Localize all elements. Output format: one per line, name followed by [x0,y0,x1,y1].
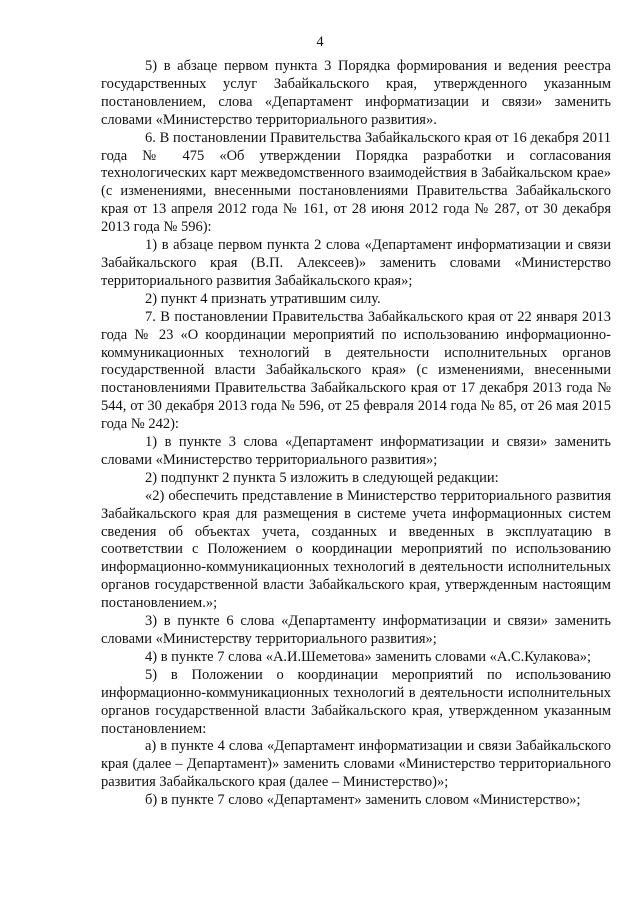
paragraph-item-7-2: 2) подпункт 2 пункта 5 изложить в следующей редакции: [145,469,499,486]
paragraph-section-7: 7. В постановлении Правительства Забайкальского края от 22 января 2013 года № 23 «О координации мероприятий по использованию информационно-коммуникационных технологий в деятельности исполнительных органов государственной власти Забайкальского края» (с изменениями, внесенными постановлениями Правительства Забайкальского края от 17 декабря 2013 года № 544, от 30 декабря 2013 года № 596, от 25 февраля 2014 года № 85, от 26 мая 2015 года № 242): [101,308,611,433]
paragraph-item-7-4: 4) в пункте 7 слова «А.И.Шеметова» заменить словами «А.С.Кулакова»; [145,648,592,665]
paragraph-subitem-a: а) в пункте 4 слова «Департамент информатизации и связи Забайкальского края (далее – Департамент)» заменить словами «Министерство территориального развития Забайкальского края (далее – Министерство)»; [101,738,611,791]
document-body [101,58,611,810]
paragraph-item-6-2: 2) пункт 4 признать утратившим силу. [145,290,381,307]
paragraph-item-5-registry: 5) в абзаце первом пункта 3 Порядка формирования и ведения реестра государственных услуг Забайкальского края, утвержденного указанным постановлением, слова «Департамент информатизации и связи» заменить словами «Министерство территориального развития». [101,58,611,128]
paragraph-item-7-1: 1) в пункте 3 слова «Департамент информатизации и связи» заменить словами «Министерство территориального развития»; [101,434,611,468]
paragraph-subitem-b: б) в пункте 7 слово «Департамент» заменить словом «Министерство»; [145,792,581,809]
paragraph-quoted-subitem-2: «2) обеспечить представление в Министерство территориального развития Забайкальского края для размещения в системе учета информационных систем сведения об объектах учета, созданных и введенных в эксплуатацию в соответствии с Положением о координации мероприятий по использованию информационно-коммуникационных технологий в деятельности исполнительных органов государственной власти Забайкальского края, утвержденным настоящим постановлением.»; [101,487,611,612]
paragraph-item-7-3: 3) в пункте 6 слова «Департаменту информатизации и связи» заменить словами «Министерству территориального развития»; [101,613,611,647]
paragraph-item-6-1: 1) в абзаце первом пункта 2 слова «Департамент информатизации и связи Забайкальского края (В.П. Алексеев)» заменить словами «Министерство территориального развития Забайкальского края»; [101,237,611,289]
paragraph-item-7-5: 5) в Положении о координации мероприятий по использованию информационно-коммуникационных технологий в деятельности исполнительных органов государственной власти Забайкальского края, утвержденном указанным постановлением: [101,666,611,737]
paragraph-section-6: 6. В постановлении Правительства Забайкальского края от 16 декабря 2011 года № 475 «Об утверждении Порядка разработки и согласования технологических карт межведомственного взаимодействия в Забайкальском крае» (с изменениями, внесенными постановлениями Правительства Забайкальского края от 13 апреля 2012 года № 161, от 28 июня 2012 года № 287, от 30 декабря 2013 года № 596): [101,129,611,236]
page-number: 4 [316,34,324,50]
